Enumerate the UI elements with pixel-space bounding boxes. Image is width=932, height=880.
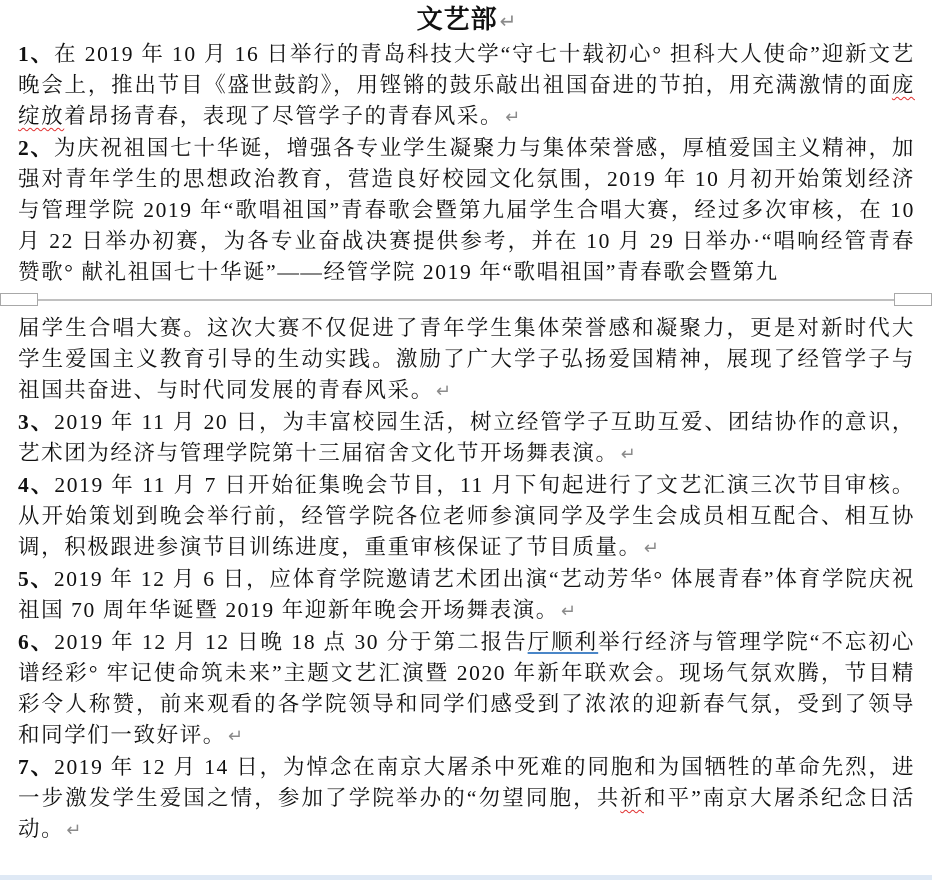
- paragraph-mark-icon: ↵: [499, 9, 517, 33]
- paragraph-mark-icon: ↵: [643, 538, 659, 559]
- page-break-line: [0, 299, 932, 301]
- page-margin-corner-left: [0, 293, 38, 306]
- text-run: 和平”南京大屠杀纪念日活动。: [18, 786, 915, 841]
- text-run: 2019 年 12 月 12 日晚 18 点 30 分于第二报告: [54, 630, 528, 654]
- spellcheck-flagged-text: 庞绽放: [18, 73, 915, 128]
- list-number: 2、: [18, 136, 54, 160]
- paragraph-mark-icon: ↵: [505, 107, 521, 128]
- paragraphs-container: [18, 39, 915, 846]
- bottom-bar: [0, 875, 932, 880]
- paragraph: [18, 313, 915, 407]
- list-number: 1、: [18, 42, 55, 66]
- page-title-text: 文艺部: [416, 5, 498, 34]
- page-break-divider: [0, 290, 932, 310]
- paragraph-mark-icon: ↵: [435, 381, 451, 402]
- text-run: 为庆祝祖国七十华诞，增强各专业学生凝聚力与集体荣誉感，厚植爱国主义精神，加强对青年学生的思想政治教育，营造良好校园文化氛围，2019 年 10 月初开始策划经济与管理学院 2019 年“歌唱祖国”青春歌会暨第九届学生合唱大赛，经过多次审核，在 10 月 22 日举办初赛，为各专业奋战决赛提供参考，并在 10 月 29 日举办·“唱响经管青春赞歌° 献礼祖国七十华诞”——经管学院 2019 年“歌唱祖国”青春歌会暨第九: [18, 136, 915, 284]
- grammar-flagged-text: 厅顺利: [527, 630, 599, 654]
- paragraph-mark-icon: ↵: [227, 726, 243, 747]
- text-run: 2019 年 11 月 7 日开始征集晚会节目，11 月下旬起进行了文艺汇演三次节目审核。从开始策划到晚会举行前，经管学院各位老师参演同学及学生会成员相互配合、相互协调，积极跟进参演节目训练进度，重重审核保证了节目质量。: [18, 473, 915, 559]
- paragraph-mark-icon: ↵: [560, 601, 576, 622]
- spellcheck-flagged-text: 祈: [620, 786, 644, 810]
- paragraph-mark-icon: ↵: [66, 820, 82, 841]
- paragraph: [18, 564, 915, 627]
- paragraph: [18, 133, 915, 288]
- text-run: 在 2019 年 10 月 16 日举行的青岛科技大学“守七十载初心° 担科大人使命”迎新文艺晚会上，推出节目《盛世鼓韵》，用铿锵的鼓乐敲出祖国奋进的节拍，用充满激情的面: [18, 42, 915, 97]
- text-run: 届学生合唱大赛。这次大赛不仅促进了青年学生集体荣誉感和凝聚力，更是对新时代大学生爱国主义教育引导的生动实践。激励了广大学子弘扬爱国精神，展现了经管学子与祖国共奋进、与时代同发展的青春风采。: [18, 316, 915, 402]
- text-run: 2019 年 11 月 20 日，为丰富校园生活，树立经管学子互助互爱、团结协作的意识，艺术团为经济与管理学院第十三届宿舍文化节开场舞表演。: [18, 410, 916, 465]
- paragraph: [18, 470, 915, 564]
- text-run: 2019 年 12 月 14 日，为悼念在南京大屠杀中死难的同胞和为国牺牲的革命先烈，进一步激发学生爱国之情，参加了学院举办的“勿望同胞，共: [18, 755, 916, 810]
- list-number: 4、: [18, 473, 55, 497]
- text-run: 举行经济与管理学院“不忘初心谱经彩° 牢记使命筑未来”主题文艺汇演暨 2020 年新年联欢会。现场气氛欢腾，节目精彩令人称赞，前来观看的各学院领导和同学们感受到了浓浓的迎新春气氛，受到了领导和同学们一致好评。: [18, 630, 915, 747]
- paragraph: [18, 752, 915, 846]
- paragraph: [18, 627, 915, 752]
- paragraph: [18, 39, 915, 133]
- list-number: 7、: [18, 755, 55, 779]
- list-number: 6、: [18, 630, 55, 654]
- paragraph: [18, 407, 915, 470]
- page-title: [18, 2, 915, 39]
- list-number: 5、: [18, 567, 54, 591]
- paragraph-mark-icon: ↵: [620, 444, 636, 465]
- list-number: 3、: [18, 410, 55, 434]
- page-margin-corner-right: [894, 293, 932, 306]
- text-run: 2019 年 12 月 6 日，应体育学院邀请艺术团出演“艺动芳华° 体展青春”体育学院庆祝祖国 70 周年华诞暨 2019 年迎新年晚会开场舞表演。: [18, 567, 915, 622]
- text-run: 着昂扬青春，表现了尽管学子的青春风采。: [64, 104, 504, 128]
